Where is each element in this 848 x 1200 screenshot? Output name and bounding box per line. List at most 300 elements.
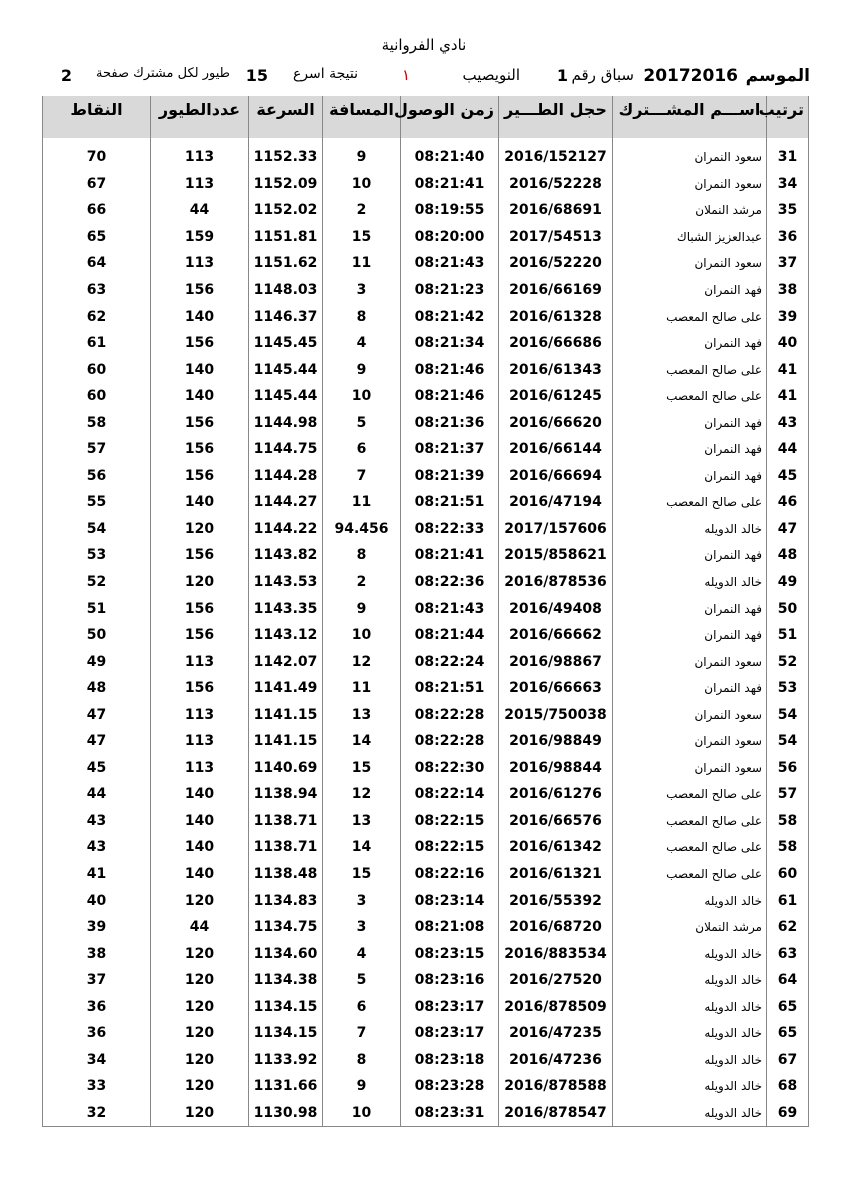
cell-name: فهد النمران <box>613 330 767 357</box>
cell-distance: 2 <box>323 197 401 224</box>
cell-distance: 7 <box>323 463 401 490</box>
cell-name: خالد الدويله <box>613 1100 767 1127</box>
header-ring: حجل الطـــير <box>499 96 613 138</box>
cell-speed: 1151.81 <box>249 224 323 251</box>
cell-rank: 54 <box>767 701 809 728</box>
cell-birds: 120 <box>151 516 249 543</box>
cell-birds: 156 <box>151 622 249 649</box>
cell-ring: 2016/66694 <box>499 463 613 490</box>
cell-rank: 57 <box>767 781 809 808</box>
cell-distance: 2 <box>323 569 401 596</box>
cell-rank: 43 <box>767 409 809 436</box>
cell-arrival: 08:20:00 <box>401 224 499 251</box>
cell-distance: 4 <box>323 330 401 357</box>
cell-points: 57 <box>43 436 151 463</box>
cell-speed: 1142.07 <box>249 648 323 675</box>
cell-points: 60 <box>43 356 151 383</box>
cell-birds: 120 <box>151 569 249 596</box>
cell-name: فهد النمران <box>613 622 767 649</box>
cell-arrival: 08:22:15 <box>401 808 499 835</box>
table-row <box>43 463 809 490</box>
cell-rank: 34 <box>767 171 809 198</box>
cell-speed: 1143.53 <box>249 569 323 596</box>
cell-speed: 1141.15 <box>249 701 323 728</box>
cell-arrival: 08:23:17 <box>401 1020 499 1047</box>
cell-name: على صالح المعصب <box>613 303 767 330</box>
cell-speed: 1133.92 <box>249 1047 323 1074</box>
cell-name: سعود النمران <box>613 728 767 755</box>
cell-birds: 156 <box>151 436 249 463</box>
cell-rank: 60 <box>767 861 809 888</box>
cell-ring: 2016/66620 <box>499 409 613 436</box>
cell-speed: 1143.35 <box>249 595 323 622</box>
cell-speed: 1134.15 <box>249 994 323 1021</box>
cell-rank: 44 <box>767 436 809 463</box>
cell-birds: 156 <box>151 595 249 622</box>
cell-name: خالد الدويله <box>613 940 767 967</box>
table-row <box>43 277 809 304</box>
cell-arrival: 08:21:34 <box>401 330 499 357</box>
cell-birds: 113 <box>151 701 249 728</box>
cell-distance: 10 <box>323 622 401 649</box>
cell-name: خالد الدويله <box>613 569 767 596</box>
header-birds: عددالطيور <box>151 96 249 138</box>
cell-name: خالد الدويله <box>613 1073 767 1100</box>
cell-distance: 3 <box>323 277 401 304</box>
cell-ring: 2017/54513 <box>499 224 613 251</box>
cell-name: على صالح المعصب <box>613 356 767 383</box>
cell-distance: 94.456 <box>323 516 401 543</box>
table-row <box>43 409 809 436</box>
table-row <box>43 1020 809 1047</box>
table-row <box>43 808 809 835</box>
cell-birds: 113 <box>151 648 249 675</box>
cell-distance: 13 <box>323 701 401 728</box>
table-row <box>43 675 809 702</box>
cell-arrival: 08:22:30 <box>401 755 499 782</box>
cell-name: على صالح المعصب <box>613 861 767 888</box>
cell-rank: 41 <box>767 356 809 383</box>
table-row <box>43 250 809 277</box>
cell-birds: 113 <box>151 250 249 277</box>
cell-points: 61 <box>43 330 151 357</box>
cell-ring: 2016/98867 <box>499 648 613 675</box>
cell-speed: 1138.48 <box>249 861 323 888</box>
cell-rank: 67 <box>767 1047 809 1074</box>
cell-arrival: 08:21:39 <box>401 463 499 490</box>
cell-ring: 2016/878509 <box>499 994 613 1021</box>
table-row <box>43 542 809 569</box>
cell-ring: 2016/47235 <box>499 1020 613 1047</box>
cell-speed: 1145.44 <box>249 356 323 383</box>
club-title: نادي الفروانية <box>381 36 467 54</box>
cell-name: خالد الدويله <box>613 887 767 914</box>
cell-name: فهد النمران <box>613 436 767 463</box>
cell-ring: 2016/68691 <box>499 197 613 224</box>
cell-arrival: 08:23:31 <box>401 1100 499 1127</box>
cell-speed: 1144.28 <box>249 463 323 490</box>
table-row <box>43 887 809 914</box>
cell-ring: 2016/98844 <box>499 755 613 782</box>
table-row <box>43 755 809 782</box>
cell-speed: 1144.22 <box>249 516 323 543</box>
cell-birds: 120 <box>151 1020 249 1047</box>
cell-birds: 140 <box>151 489 249 516</box>
page-number: 2 <box>60 66 72 85</box>
cell-name: على صالح المعصب <box>613 808 767 835</box>
cell-rank: 31 <box>767 144 809 171</box>
cell-points: 36 <box>43 994 151 1021</box>
cell-rank: 56 <box>767 755 809 782</box>
table-row <box>43 1073 809 1100</box>
cell-distance: 9 <box>323 595 401 622</box>
cell-ring: 2016/61342 <box>499 834 613 861</box>
cell-distance: 11 <box>323 675 401 702</box>
cell-ring: 2016/883534 <box>499 940 613 967</box>
cell-distance: 8 <box>323 542 401 569</box>
cell-rank: 48 <box>767 542 809 569</box>
cell-distance: 12 <box>323 781 401 808</box>
cell-points: 58 <box>43 409 151 436</box>
cell-ring: 2016/152127 <box>499 144 613 171</box>
cell-name: سعود النمران <box>613 144 767 171</box>
cell-rank: 46 <box>767 489 809 516</box>
cell-name: سعود النمران <box>613 250 767 277</box>
cell-ring: 2017/157606 <box>499 516 613 543</box>
fastest-result-value: 15 <box>245 66 268 85</box>
cell-speed: 1141.49 <box>249 675 323 702</box>
table-row <box>43 489 809 516</box>
cell-rank: 37 <box>767 250 809 277</box>
table-row <box>43 516 809 543</box>
cell-rank: 36 <box>767 224 809 251</box>
cell-distance: 4 <box>323 940 401 967</box>
cell-points: 55 <box>43 489 151 516</box>
cell-ring: 2016/66663 <box>499 675 613 702</box>
table-row <box>43 701 809 728</box>
cell-arrival: 08:23:14 <box>401 887 499 914</box>
cell-rank: 54 <box>767 728 809 755</box>
results-table <box>42 96 809 1127</box>
cell-distance: 8 <box>323 1047 401 1074</box>
cell-rank: 58 <box>767 808 809 835</box>
cell-points: 32 <box>43 1100 151 1127</box>
cell-name: على صالح المعصب <box>613 834 767 861</box>
cell-distance: 10 <box>323 171 401 198</box>
cell-points: 66 <box>43 197 151 224</box>
cell-name: عبدالعزيز الشباك <box>613 224 767 251</box>
cell-ring: 2016/66144 <box>499 436 613 463</box>
cell-rank: 40 <box>767 330 809 357</box>
cell-name: على صالح المعصب <box>613 383 767 410</box>
cell-ring: 2016/61276 <box>499 781 613 808</box>
cell-speed: 1131.66 <box>249 1073 323 1100</box>
cell-points: 60 <box>43 383 151 410</box>
cell-name: على صالح المعصب <box>613 781 767 808</box>
cell-birds: 156 <box>151 409 249 436</box>
cell-speed: 1145.45 <box>249 330 323 357</box>
cell-distance: 7 <box>323 1020 401 1047</box>
cell-name: خالد الدويله <box>613 516 767 543</box>
header-points: النقاط <box>43 96 151 138</box>
table-row <box>43 781 809 808</box>
table-row <box>43 436 809 463</box>
cell-points: 49 <box>43 648 151 675</box>
header-name: اســـم المشـــترك <box>613 96 767 138</box>
cell-birds: 120 <box>151 887 249 914</box>
cell-birds: 140 <box>151 861 249 888</box>
cell-arrival: 08:21:08 <box>401 914 499 941</box>
cell-rank: 47 <box>767 516 809 543</box>
cell-distance: 12 <box>323 648 401 675</box>
cell-birds: 120 <box>151 994 249 1021</box>
cell-birds: 159 <box>151 224 249 251</box>
header-distance: المسافة <box>323 96 401 138</box>
cell-name: فهد النمران <box>613 595 767 622</box>
cell-rank: 62 <box>767 914 809 941</box>
cell-ring: 2016/55392 <box>499 887 613 914</box>
cell-rank: 63 <box>767 940 809 967</box>
results-body <box>43 144 809 1127</box>
cell-rank: 53 <box>767 675 809 702</box>
cell-points: 34 <box>43 1047 151 1074</box>
cell-speed: 1134.38 <box>249 967 323 994</box>
cell-speed: 1138.71 <box>249 834 323 861</box>
table-row <box>43 224 809 251</box>
table-row <box>43 171 809 198</box>
cell-distance: 3 <box>323 914 401 941</box>
cell-name: على صالح المعصب <box>613 489 767 516</box>
cell-distance: 15 <box>323 224 401 251</box>
cell-points: 56 <box>43 463 151 490</box>
cell-ring: 2016/61328 <box>499 303 613 330</box>
cell-arrival: 08:22:15 <box>401 834 499 861</box>
table-row <box>43 383 809 410</box>
cell-birds: 140 <box>151 383 249 410</box>
cell-name: خالد الدويله <box>613 1047 767 1074</box>
cell-points: 41 <box>43 861 151 888</box>
cell-speed: 1130.98 <box>249 1100 323 1127</box>
cell-rank: 64 <box>767 967 809 994</box>
cell-points: 47 <box>43 728 151 755</box>
cell-rank: 69 <box>767 1100 809 1127</box>
cell-arrival: 08:23:17 <box>401 994 499 1021</box>
cell-rank: 35 <box>767 197 809 224</box>
cell-birds: 120 <box>151 1047 249 1074</box>
cell-ring: 2016/66686 <box>499 330 613 357</box>
cell-birds: 113 <box>151 144 249 171</box>
cell-rank: 41 <box>767 383 809 410</box>
table-row <box>43 197 809 224</box>
cell-speed: 1138.71 <box>249 808 323 835</box>
cell-arrival: 08:21:51 <box>401 489 499 516</box>
cell-birds: 140 <box>151 808 249 835</box>
cell-ring: 2016/61245 <box>499 383 613 410</box>
cell-arrival: 08:22:28 <box>401 728 499 755</box>
cell-birds: 156 <box>151 675 249 702</box>
cell-arrival: 08:21:37 <box>401 436 499 463</box>
cell-distance: 15 <box>323 861 401 888</box>
season-value: 20172016 <box>643 66 738 86</box>
cell-speed: 1134.83 <box>249 887 323 914</box>
location-mark: ١ <box>401 66 410 84</box>
cell-arrival: 08:21:42 <box>401 303 499 330</box>
cell-points: 54 <box>43 516 151 543</box>
cell-ring: 2016/52228 <box>499 171 613 198</box>
cell-distance: 11 <box>323 250 401 277</box>
cell-speed: 1151.62 <box>249 250 323 277</box>
cell-name: مرشد النملان <box>613 197 767 224</box>
table-row <box>43 569 809 596</box>
cell-arrival: 08:21:44 <box>401 622 499 649</box>
cell-distance: 9 <box>323 356 401 383</box>
cell-ring: 2016/66169 <box>499 277 613 304</box>
cell-points: 39 <box>43 914 151 941</box>
cell-points: 33 <box>43 1073 151 1100</box>
cell-name: فهد النمران <box>613 277 767 304</box>
cell-birds: 156 <box>151 463 249 490</box>
cell-points: 53 <box>43 542 151 569</box>
cell-speed: 1148.03 <box>249 277 323 304</box>
cell-arrival: 08:22:33 <box>401 516 499 543</box>
cell-arrival: 08:22:16 <box>401 861 499 888</box>
cell-ring: 2015/858621 <box>499 542 613 569</box>
cell-ring: 2016/878588 <box>499 1073 613 1100</box>
cell-birds: 120 <box>151 967 249 994</box>
cell-distance: 6 <box>323 994 401 1021</box>
header-rank: ترتيب <box>767 96 809 138</box>
cell-ring: 2016/878547 <box>499 1100 613 1127</box>
cell-rank: 51 <box>767 622 809 649</box>
cell-points: 62 <box>43 303 151 330</box>
header-speed: السرعة <box>249 96 323 138</box>
cell-points: 47 <box>43 701 151 728</box>
cell-arrival: 08:23:15 <box>401 940 499 967</box>
table-row <box>43 940 809 967</box>
cell-name: فهد النمران <box>613 409 767 436</box>
cell-birds: 120 <box>151 1100 249 1127</box>
cell-points: 65 <box>43 224 151 251</box>
cell-name: فهد النمران <box>613 542 767 569</box>
cell-points: 70 <box>43 144 151 171</box>
cell-speed: 1134.15 <box>249 1020 323 1047</box>
cell-name: خالد الدويله <box>613 967 767 994</box>
birds-per-member-label: طيور لكل مشترك صفحة <box>96 66 230 81</box>
cell-distance: 9 <box>323 1073 401 1100</box>
cell-name: خالد الدويله <box>613 994 767 1021</box>
cell-distance: 11 <box>323 489 401 516</box>
table-row <box>43 330 809 357</box>
cell-distance: 13 <box>323 808 401 835</box>
cell-rank: 45 <box>767 463 809 490</box>
cell-ring: 2016/27520 <box>499 967 613 994</box>
cell-points: 64 <box>43 250 151 277</box>
cell-rank: 61 <box>767 887 809 914</box>
cell-arrival: 08:23:28 <box>401 1073 499 1100</box>
season-label: الموسم <box>745 66 810 86</box>
cell-arrival: 08:19:55 <box>401 197 499 224</box>
cell-points: 51 <box>43 595 151 622</box>
table-row <box>43 834 809 861</box>
cell-arrival: 08:21:43 <box>401 595 499 622</box>
cell-ring: 2016/61343 <box>499 356 613 383</box>
cell-ring: 2016/66662 <box>499 622 613 649</box>
cell-distance: 10 <box>323 383 401 410</box>
cell-birds: 113 <box>151 728 249 755</box>
cell-rank: 39 <box>767 303 809 330</box>
cell-birds: 156 <box>151 330 249 357</box>
fastest-result-label: نتيجة اسرع <box>292 66 358 82</box>
cell-arrival: 08:21:46 <box>401 383 499 410</box>
cell-birds: 44 <box>151 197 249 224</box>
cell-name: سعود النمران <box>613 755 767 782</box>
cell-rank: 65 <box>767 1020 809 1047</box>
cell-points: 36 <box>43 1020 151 1047</box>
cell-speed: 1143.82 <box>249 542 323 569</box>
cell-speed: 1140.69 <box>249 755 323 782</box>
cell-birds: 113 <box>151 755 249 782</box>
table-row <box>43 356 809 383</box>
cell-speed: 1143.12 <box>249 622 323 649</box>
cell-points: 38 <box>43 940 151 967</box>
cell-rank: 68 <box>767 1073 809 1100</box>
cell-arrival: 08:21:23 <box>401 277 499 304</box>
cell-arrival: 08:23:18 <box>401 1047 499 1074</box>
cell-rank: 52 <box>767 648 809 675</box>
race-label: سباق رقم <box>571 66 634 84</box>
cell-birds: 140 <box>151 781 249 808</box>
cell-points: 52 <box>43 569 151 596</box>
cell-arrival: 08:22:14 <box>401 781 499 808</box>
table-row <box>43 303 809 330</box>
cell-speed: 1144.75 <box>249 436 323 463</box>
cell-birds: 140 <box>151 356 249 383</box>
cell-birds: 156 <box>151 277 249 304</box>
cell-points: 50 <box>43 622 151 649</box>
cell-ring: 2016/47236 <box>499 1047 613 1074</box>
cell-speed: 1152.09 <box>249 171 323 198</box>
cell-ring: 2016/98849 <box>499 728 613 755</box>
cell-speed: 1141.15 <box>249 728 323 755</box>
cell-distance: 9 <box>323 144 401 171</box>
cell-speed: 1152.33 <box>249 144 323 171</box>
cell-ring: 2016/49408 <box>499 595 613 622</box>
table-row <box>43 994 809 1021</box>
cell-points: 67 <box>43 171 151 198</box>
cell-rank: 58 <box>767 834 809 861</box>
cell-ring: 2016/878536 <box>499 569 613 596</box>
table-row <box>43 595 809 622</box>
cell-speed: 1134.60 <box>249 940 323 967</box>
cell-distance: 10 <box>323 1100 401 1127</box>
cell-birds: 113 <box>151 171 249 198</box>
cell-distance: 3 <box>323 887 401 914</box>
cell-birds: 156 <box>151 542 249 569</box>
cell-ring: 2016/52220 <box>499 250 613 277</box>
cell-rank: 49 <box>767 569 809 596</box>
cell-name: سعود النمران <box>613 648 767 675</box>
cell-arrival: 08:21:41 <box>401 171 499 198</box>
cell-points: 43 <box>43 834 151 861</box>
table-row <box>43 861 809 888</box>
table-row <box>43 622 809 649</box>
cell-rank: 65 <box>767 994 809 1021</box>
table-row <box>43 967 809 994</box>
cell-birds: 44 <box>151 914 249 941</box>
cell-ring: 2016/66576 <box>499 808 613 835</box>
cell-points: 44 <box>43 781 151 808</box>
cell-arrival: 08:23:16 <box>401 967 499 994</box>
